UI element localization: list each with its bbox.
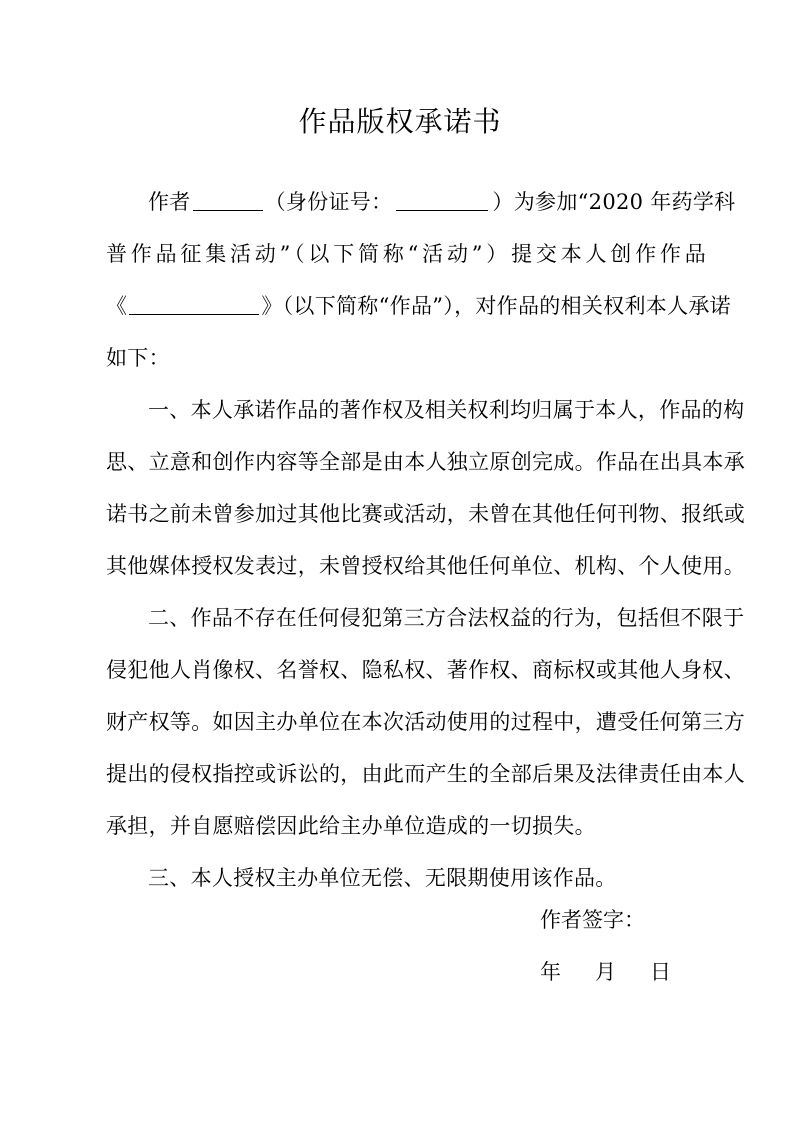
clause2-line-2: 侵犯他人肖像权、名誉权、隐私权、著作权、商标权或其他人身权、 (106, 658, 745, 682)
id-number-blank[interactable] (396, 190, 488, 211)
intro-line-2: 普作品征集活动”（以下简称“活动”）提交本人创作作品 (106, 242, 706, 266)
intro-line-3-tail: 》（以下简称“作品”），对作品的相关权利本人承诺 (261, 294, 731, 318)
clause1-line-2: 思、立意和创作内容等全部是由本人独立原创完成。作品在出具本承 (106, 450, 745, 474)
clause2-line-1: 二、作品不存在任何侵犯第三方合法权益的行为，包括但不限于 (148, 606, 745, 630)
id-number-label: （身份证号： (264, 190, 393, 214)
clause1-line-4: 其他媒体授权发表过，未曾授权给其他任何单位、机构、个人使用。 (106, 554, 745, 578)
clause2-line-4: 提出的侵权指控或诉讼的，由此而产生的全部后果及法律责任由本人 (106, 762, 745, 786)
clause3-line-1: 三、本人授权主办单位无偿、无限期使用该作品。 (148, 866, 617, 890)
date-day: 日 (650, 960, 671, 984)
intro-line-4: 如下： (106, 346, 170, 370)
document-title: 作品版权承诺书 (298, 105, 502, 138)
intro-line-1 (106, 187, 736, 217)
clause2-line-5: 承担，并自愿赔偿因此给主办单位造成的一切损失。 (106, 814, 596, 838)
clause1-line-1: 一、本人承诺作品的著作权及相关权利均归属于本人，作品的构 (148, 398, 745, 422)
work-title-blank[interactable] (129, 294, 259, 315)
work-title-open: 《 (106, 294, 128, 318)
signature-date (540, 957, 671, 987)
author-label: 作者 (148, 190, 191, 214)
date-month: 月 (595, 960, 616, 984)
intro-line-1-tail: ）为参加“2020 年药学科 (492, 190, 736, 214)
clause1-line-3: 诺书之前未曾参加过其他比赛或活动，未曾在其他任何刊物、报纸或 (106, 502, 745, 526)
clause2-line-3: 财产权等。如因主办单位在本次活动使用的过程中，遭受任何第三方 (106, 710, 745, 734)
signature-label: 作者签字： (540, 908, 645, 932)
author-name-blank[interactable] (193, 190, 263, 211)
intro-line-3 (106, 291, 731, 321)
date-year: 年 (540, 960, 561, 984)
